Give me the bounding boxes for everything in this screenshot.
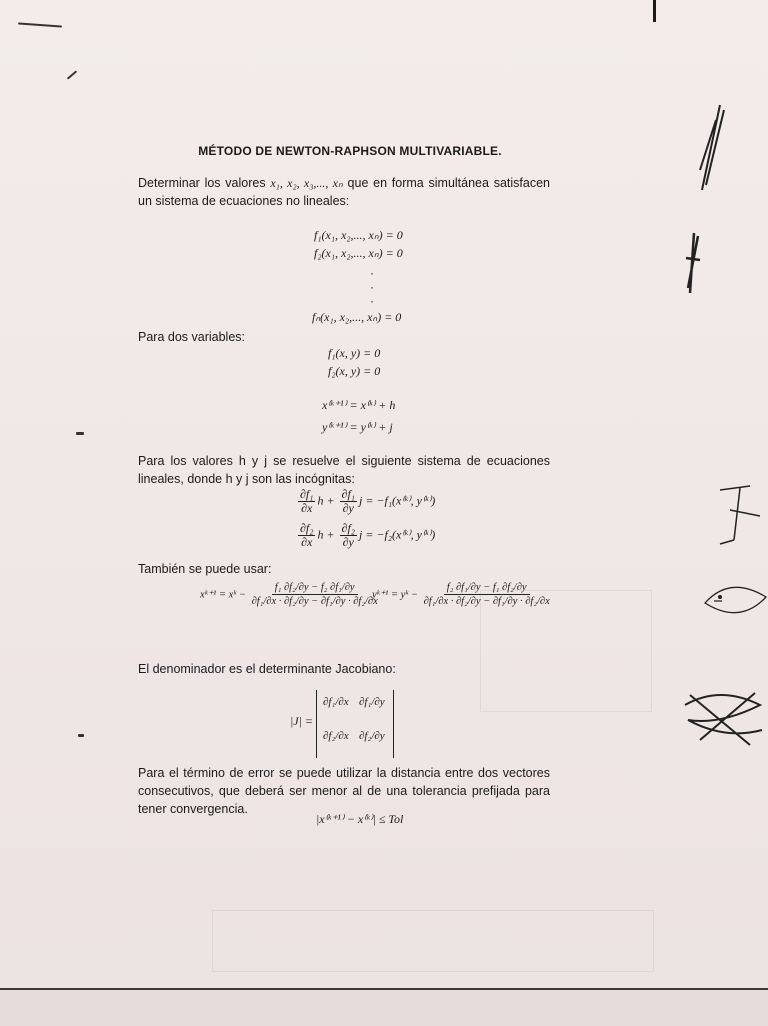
scribble-icon [680, 685, 768, 755]
update-y: y⁽ᵏ⁺¹⁾ = y⁽ᵏ⁾ + j [322, 420, 393, 434]
two-vars-label: Para dos variables: [138, 330, 246, 344]
alternative-x-formula: xᵏ⁺¹ = xᵏ − $\frac{\text{f₁ ∂f₂/∂y − f₂ ∂f₁/∂y}}{\text{∂f₁/∂x · ∂f₂/∂y − ∂f₁/∂y · ∂f₂/∂x}}$ [200, 582, 378, 607]
pen-mark [18, 22, 62, 27]
page-edge-mark [653, 0, 656, 22]
system-dots: · [370, 266, 374, 280]
pen-mark [78, 734, 84, 737]
alternative-label: También se puede usar: [138, 562, 272, 576]
two-vars-eq1: f₁(x, y) = 0 [328, 346, 381, 360]
jacobian-c11: ∂f₁/∂x [323, 696, 349, 708]
two-vars-eq2: f₂(x, y) = 0 [328, 364, 381, 378]
system-eq2: f₂(x₁, x₂,..., xₙ) = 0 [314, 246, 403, 260]
error-formula: |x⁽ᵏ⁺¹⁾ − x⁽ᵏ⁾| ≤ Tol [316, 812, 404, 826]
figure-doodle-icon [710, 480, 768, 550]
update-x: x⁽ᵏ⁺¹⁾ = x⁽ᵏ⁾ + h [322, 398, 396, 412]
intro-text-after: que en forma simultánea satisfacen un sistema de ecuaciones no lineales: [138, 176, 550, 208]
scribble-icon [680, 228, 710, 298]
pen-mark [67, 70, 77, 79]
linear-row-1: $\frac{\text{∂f₁}}{\partial x}$ h + $\frac{\text{∂f₁}}{\partial y}$ j = −f₁(x⁽ᵏ⁾, y⁽ᵏ⁾) [300, 487, 436, 515]
system-eqn: fₙ(x₁, x₂,..., xₙ) = 0 [312, 310, 402, 324]
pen-mark [76, 432, 84, 435]
system-eq1: f₁(x₁, x₂,..., xₙ) = 0 [314, 228, 403, 242]
bleed-through-table [480, 590, 652, 712]
alternative-y-formula: yᵏ⁺¹ = yᵏ − $\frac{\text{f₂ ∂f₁/∂y − f₁ ∂f₂/∂y}}{\text{∂f₁/∂x · ∂f₂/∂y − ∂f₁/∂y · ∂f₂/∂x}}$ [372, 582, 550, 607]
intro-vars: x₁, x₂, x₃,..., xₙ [270, 176, 343, 190]
intro-text-before: Determinar los valores [138, 176, 266, 190]
linear-system-text: Para los valores h y j se resuelve el siguiente sistema de ecuaciones lineales, donde h y j son las incógnitas: [138, 454, 550, 486]
system-dots: · [370, 280, 374, 294]
jacobian-c21: ∂f₂/∂x [323, 730, 349, 742]
error-text: Para el término de error se puede utilizar la distancia entre dos vectores consecutivos, que deberá ser menor al de una tolerancia prefijada para tener convergencia. [138, 766, 550, 816]
linear-row-2: $\frac{\text{∂f₂}}{\partial x}$ h + $\frac{\text{∂f₂}}{\partial y}$ j = −f₂(x⁽ᵏ⁾, y⁽ᵏ⁾) [300, 521, 436, 549]
jacobian-determinant [316, 690, 394, 758]
system-dots: · [370, 294, 374, 308]
fish-doodle-icon [700, 575, 768, 635]
jacobian-c12: ∂f₁/∂y [359, 696, 385, 708]
page-title: MÉTODO DE NEWTON-RAPHSON MULTIVARIABLE. [198, 144, 502, 158]
bleed-through-box [212, 910, 654, 972]
jacobian-label: El denominador es el determinante Jacobiano: [138, 662, 396, 676]
page-bottom-edge [0, 988, 768, 1026]
intro-paragraph [138, 174, 550, 210]
jacobian-c22: ∂f₂/∂y [359, 730, 385, 742]
jacobian-lhs: |J| = [290, 714, 314, 728]
